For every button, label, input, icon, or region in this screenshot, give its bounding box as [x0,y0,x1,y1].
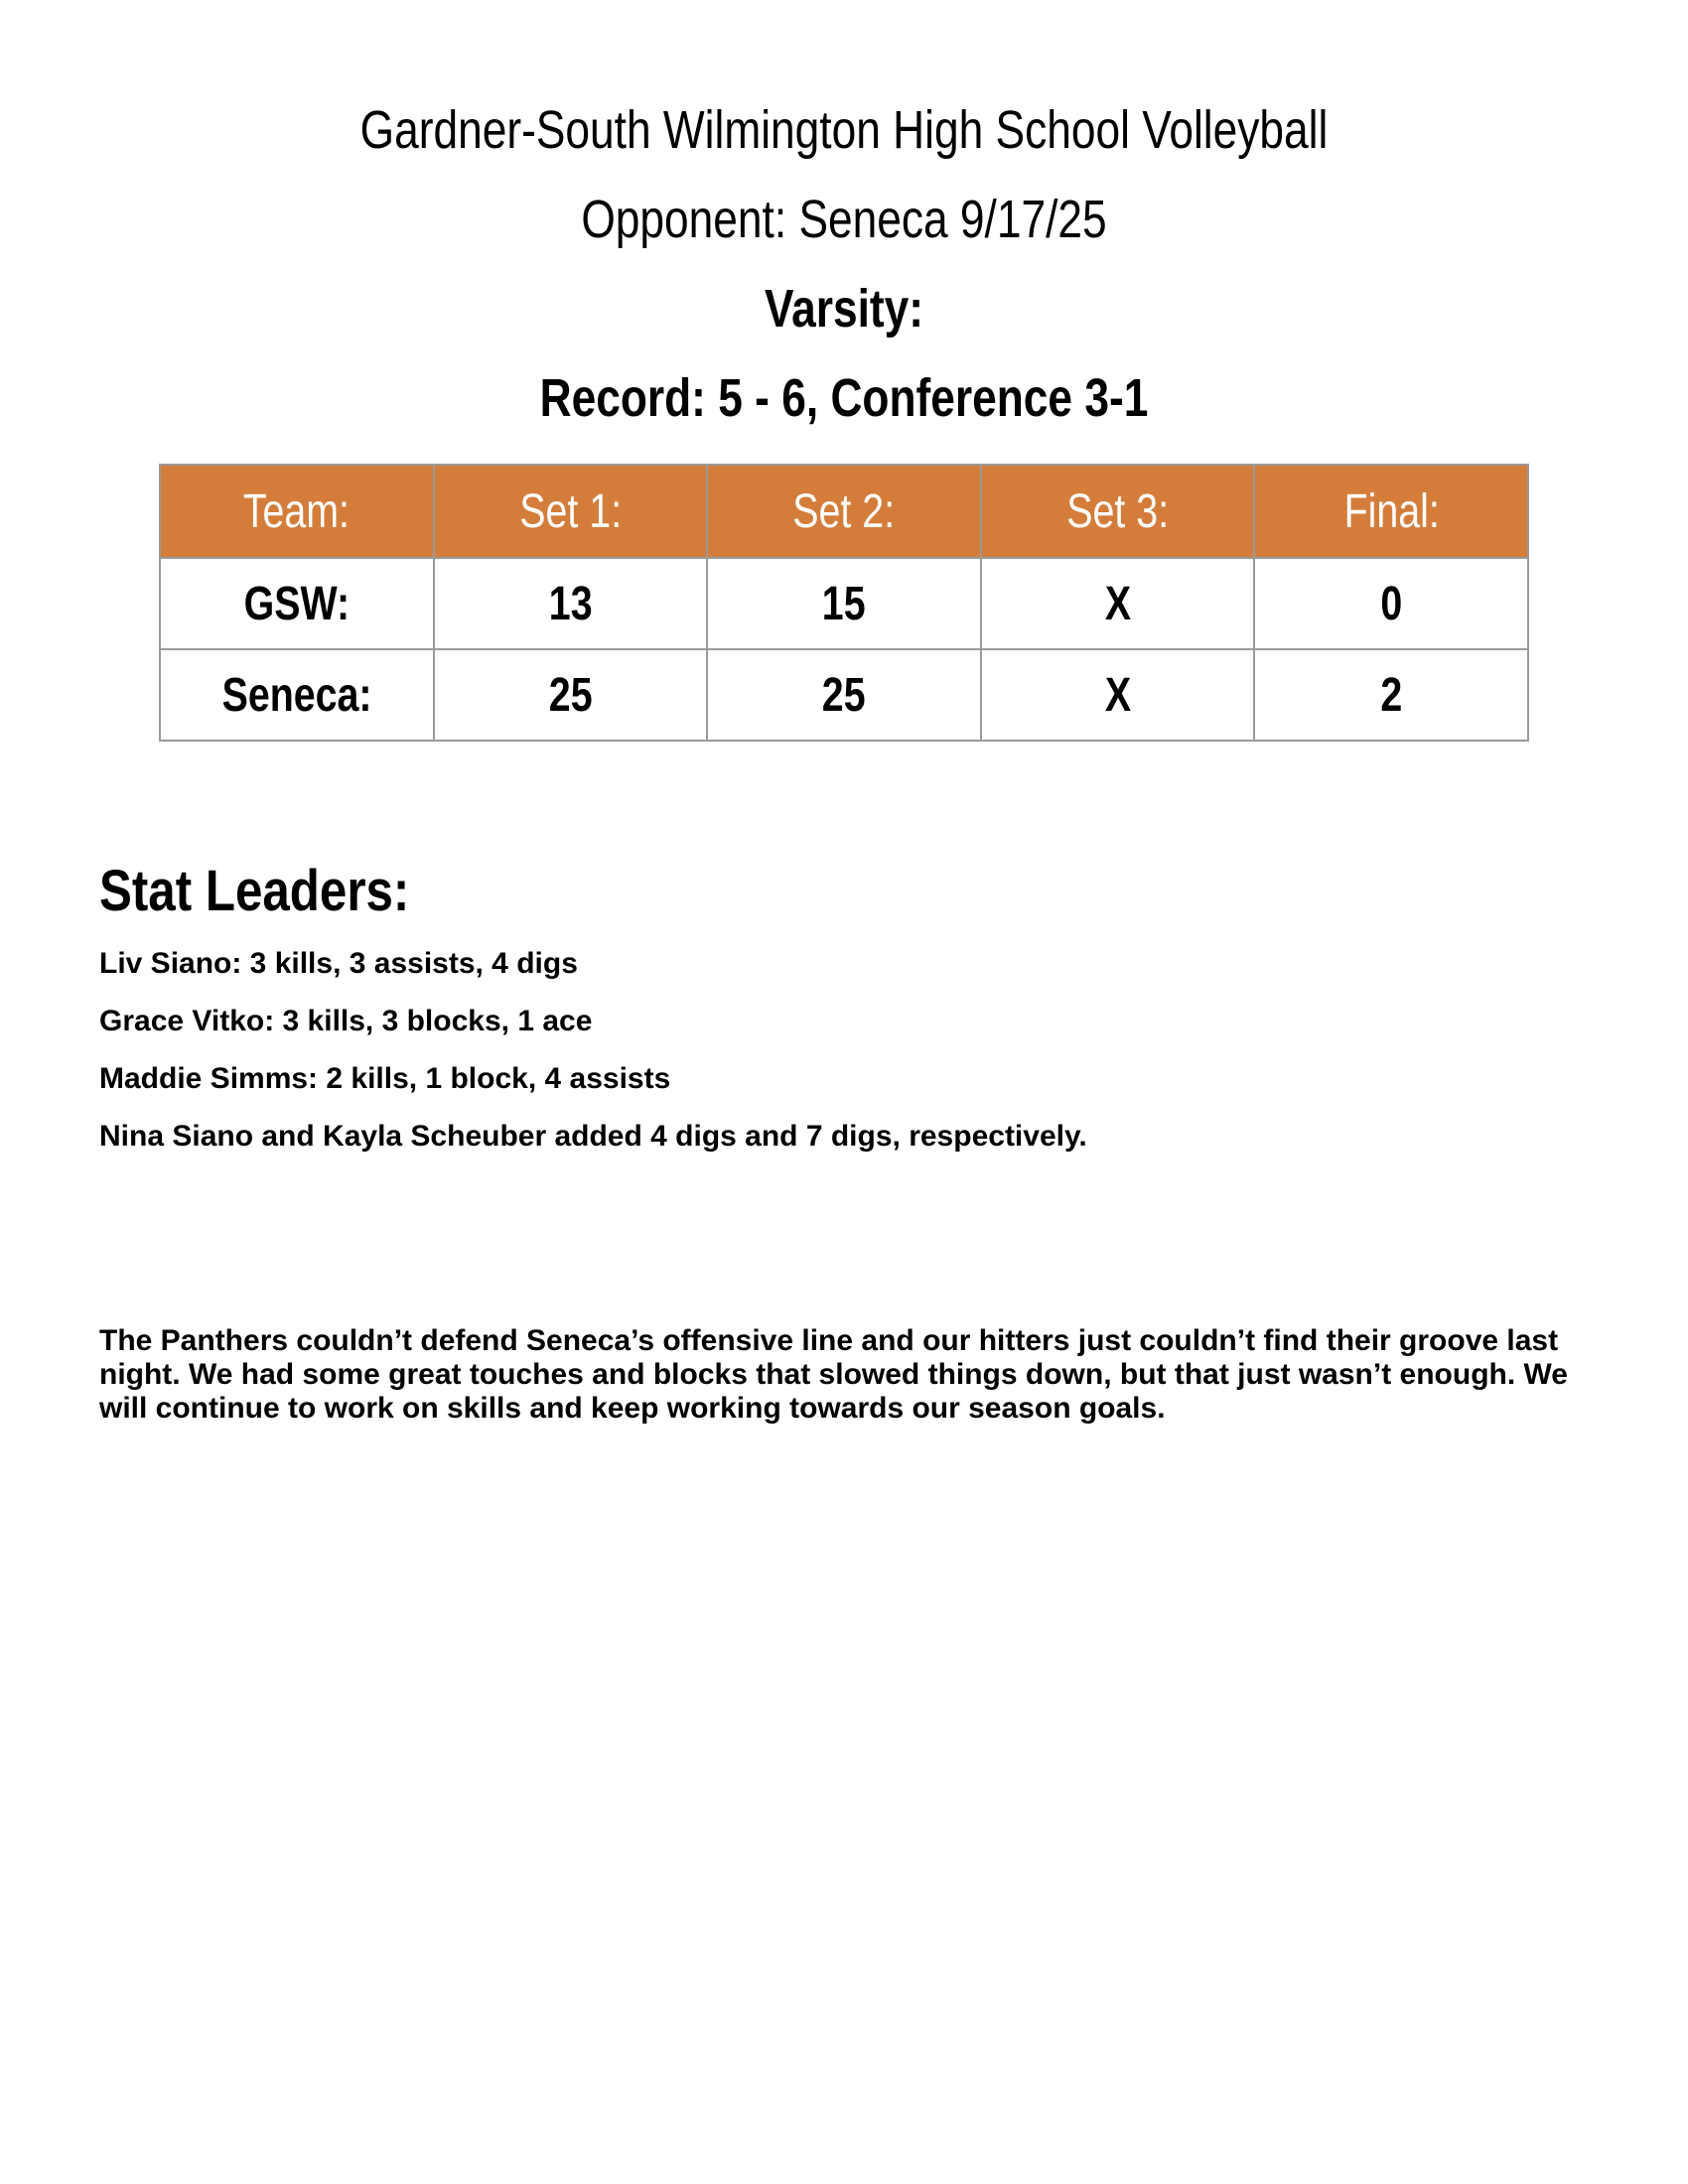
final-score-cell [1254,558,1528,649]
table-row [160,649,1528,741]
set-2-score-cell [707,558,981,649]
opponent-line: Opponent: Seneca 9/17/25 [581,190,1107,249]
column-header-label: Set 2: [792,484,896,538]
column-header-set-3 [981,465,1255,558]
team-name-cell [160,558,434,649]
set-3-score-cell [981,649,1255,741]
document-title: Gardner-South Wilmington High School Volleyball [359,100,1329,160]
cell-value: 15 [822,577,866,630]
column-header-label: Team: [243,484,351,538]
team-level: Varsity: [764,279,924,339]
stat-leader-line: Grace Vitko: 3 kills, 3 blocks, 1 ace [99,1005,593,1037]
score-table-header-row [160,465,1528,558]
cell-value: X [1104,668,1131,722]
set-1-score-cell [434,649,708,741]
cell-value: 2 [1380,668,1403,722]
column-header-set-2 [707,465,981,558]
column-header-label: Final: [1343,484,1440,538]
cell-value: 13 [548,577,593,630]
cell-value: Seneca: [221,668,372,722]
cell-value: X [1104,577,1131,630]
set-2-score-cell [707,649,981,741]
column-header-label: Set 3: [1066,484,1169,538]
table-row [160,558,1528,649]
set-3-score-cell [981,558,1255,649]
stat-leaders-heading: Stat Leaders: [99,859,410,923]
column-header-set-1 [434,465,708,558]
season-record: Record: 5 - 6, Conference 3-1 [539,368,1149,428]
column-header-label: Set 1: [518,484,622,538]
game-recap-paragraph: The Panthers couldn’t defend Seneca’s offensive line and our hitters just couldn’t find their groove last night. We had some great touches and blocks that slowed things down, but that just wasn’t enough. We will continue to work on skills and keep working towards our season goals. [99,1324,1568,1425]
column-header-team [160,465,434,558]
cell-value: 0 [1380,577,1403,630]
score-table [159,464,1529,742]
cell-value: 25 [822,668,866,722]
column-header-final [1254,465,1528,558]
team-name-cell [160,649,434,741]
final-score-cell [1254,649,1528,741]
stat-leader-line: Nina Siano and Kayla Scheuber added 4 digs and 7 digs, respectively. [99,1120,1087,1153]
stat-leader-line: Maddie Simms: 2 kills, 1 block, 4 assists [99,1062,671,1095]
stat-leader-line: Liv Siano: 3 kills, 3 assists, 4 digs [99,947,578,980]
cell-value: 25 [548,668,593,722]
set-1-score-cell [434,558,708,649]
cell-value: GSW: [243,577,351,630]
